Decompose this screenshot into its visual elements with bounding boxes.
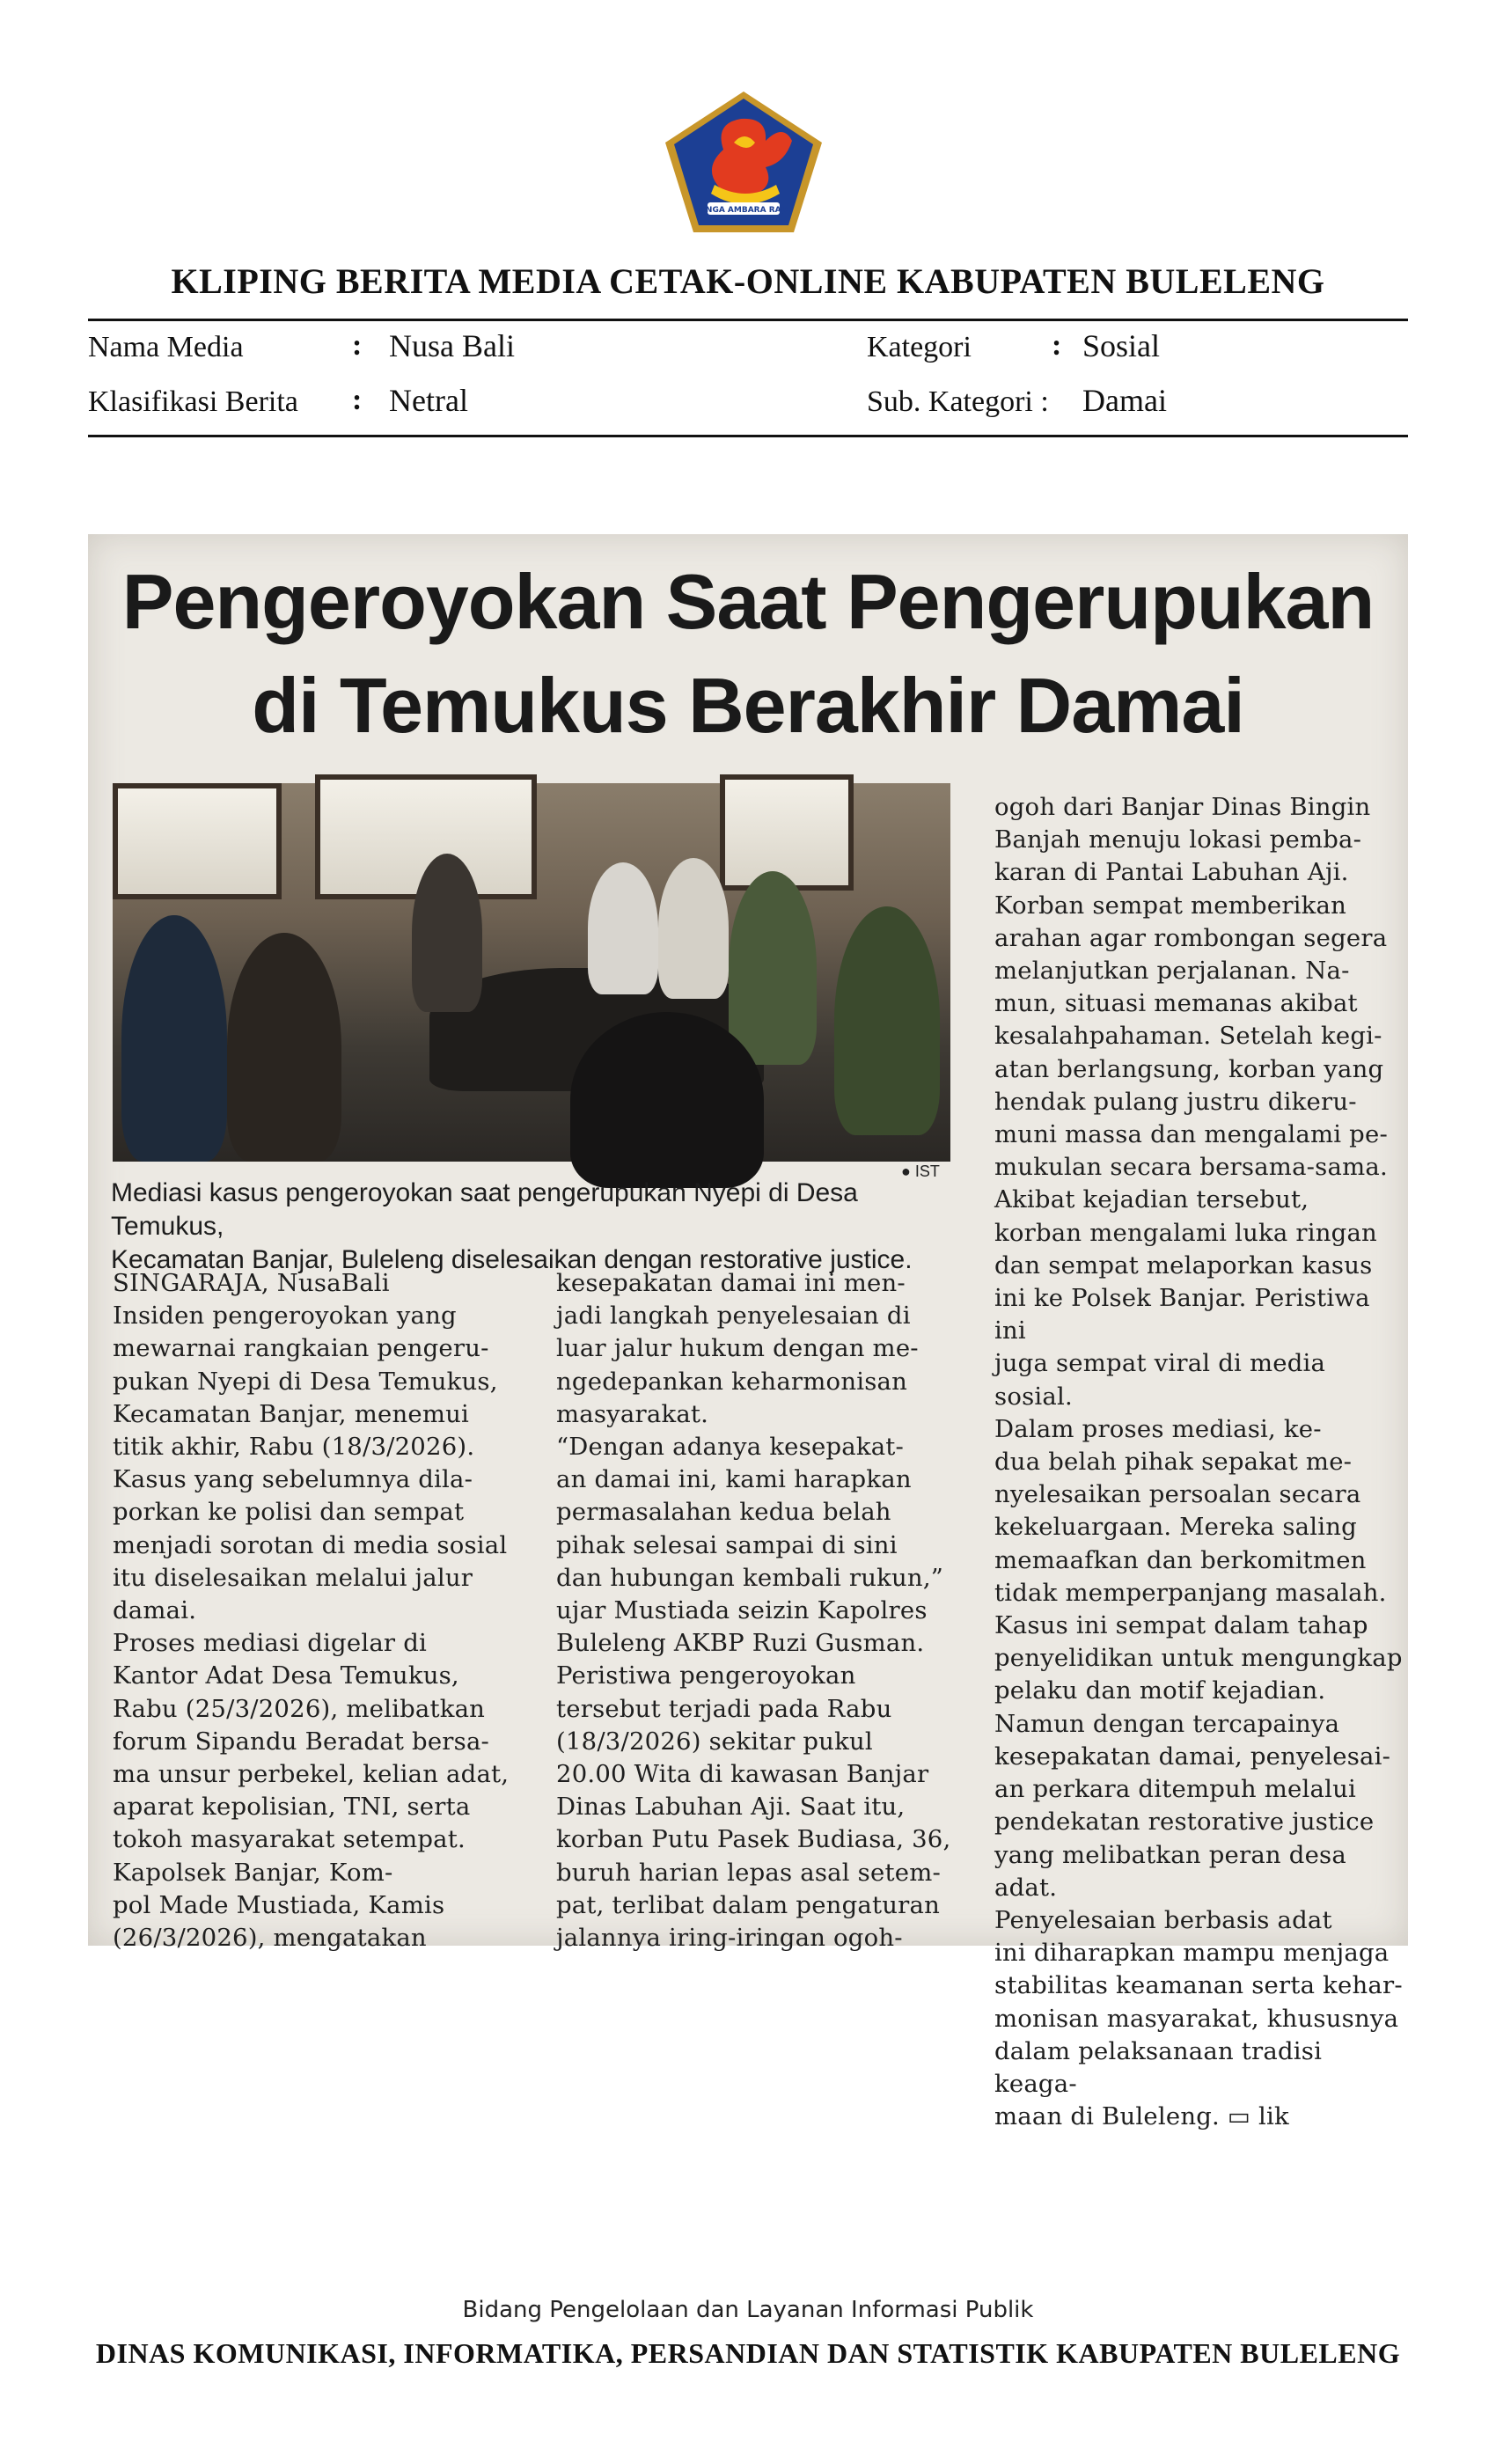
sub-kategori-label: Sub. Kategori :: [867, 385, 1049, 418]
nama-media-value: Nusa Bali: [389, 328, 515, 363]
sub-kategori-value: Damai: [1082, 383, 1167, 418]
page-title: KLIPING BERITA MEDIA CETAK-ONLINE KABUPATEN BULELENG: [171, 261, 1325, 301]
klasifikasi-value: Netral: [389, 383, 468, 418]
kategori-label: Kategori: [867, 331, 972, 363]
newspaper-clipping: [88, 534, 1408, 2131]
article-photo: [113, 783, 950, 1162]
headline-line-2: di Temukus Berakhir Damai: [252, 662, 1244, 749]
headline-line-1: Pengeroyokan Saat Pengerupukan: [121, 558, 1375, 645]
svg-text:SINGA AMBARA RAJA: SINGA AMBARA RAJA: [697, 206, 790, 215]
buleleng-regency-emblem-icon: [662, 88, 825, 236]
photo-credit: ● IST: [901, 1162, 940, 1180]
article-column-1: SINGARAJA, NusaBali Insiden pengeroyokan yang mewarnai rangkaian pengeru- pukan Nyepi di Desa Temukus, Kecamatan Banjar, menemui titik akhir, Rabu (18/3/2026). Kasus yang sebelumnya dila- porkan ke polisi dan sempat menjadi sorotan di media sosial itu diselesaikan melalui jalur damai. Proses mediasi digelar di Kantor Adat Desa Temukus, Rabu (25/3/2026), melibatkan forum Sipandu Beradat bersa- ma unsur perbekel, kelian adat, aparat kepolisian, TNI, serta tokoh masyarakat setempat. Kapolsek Banjar, Kom- pol Made Mustiada, Kamis (26/3/2026), mengatakan: [113, 1269, 510, 1953]
header-divider: [88, 319, 1408, 321]
photo-caption: Mediasi kasus pengeroyokan saat pengerupukan Nyepi di Desa Temukus, Kecamatan Banjar, Buleleng diselesaikan dengan restorative justice.: [111, 1178, 913, 1274]
article-column-3: ogoh dari Banjar Dinas Bingin Banjah menuju lokasi pemba- karan di Pantai Labuhan Aji. Korban sempat memberikan arahan agar rombongan segera melanjutkan perjalanan. Na- mun, situasi memanas akibat kesalahpahaman. Setelah kegi- atan berlangsung, korban yang hendak pulang justru dikeru- muni massa dan mengalami pe- mukulan secara bersama-sama. Akibat kejadian tersebut, korban mengalami luka ringan dan sempat melaporkan kasus ini ke Polsek Banjar. Peristiwa ini juga sempat viral di media sosial. Dalam proses mediasi, ke- dua belah pihak sepakat me- nyelesaikan persoalan secara kekeluargaan. Mereka saling memaafkan dan berkomitmen tidak memperpanjang masalah. Kasus ini sempat dalam tahap penyelidikan untuk mengungkap pelaku dan motif kejadian. Namun dengan tercapainya kesepakatan damai, penyelesai- an perkara ditempuh melalui pendekatan restorative justice yang melibatkan peran desa adat. Penyelesaian berbasis adat ini diharapkan mampu menjaga stabilitas keamanan serta kehar- monisan masyarakat, khususnya dalam pelaksanaan tradisi keaga- maan di Buleleng. ▭ lik: [994, 793, 1403, 2131]
footer-title: DINAS KOMUNIKASI, INFORMATIKA, PERSANDIAN DAN STATISTIK KABUPATEN BULELENG: [95, 2337, 1401, 2369]
klasifikasi-label: Klasifikasi Berita: [88, 385, 298, 418]
kategori-value: Sosial: [1082, 328, 1161, 363]
footer-subtitle: Bidang Pengelolaan dan Layanan Informasi Publik: [462, 2297, 1034, 2323]
colon: :: [352, 329, 363, 362]
nama-media-label: Nama Media: [88, 331, 244, 363]
colon: :: [352, 384, 363, 416]
meta-divider: [88, 435, 1408, 437]
article-column-2: kesepakatan damai ini men- jadi langkah penyelesaian di luar jalur hukum dengan me- ngedepankan keharmonisan masyarakat. “Dengan adanya kesepakat- an damai ini, kami harapkan permasalahan kedua belah pihak selesai sampai di sini dan hubungan kembali rukun,” ujar Mustiada seizin Kapolres Buleleng AKBP Ruzi Gusman. Peristiwa pengeroyokan tersebut terjadi pada Rabu (18/3/2026) sekitar pukul 20.00 Wita di kawasan Banjar Dinas Labuhan Aji. Saat itu, korban Putu Pasek Budiasa, 36, buruh harian lepas asal setem- pat, terlibat dalam pengaturan jalannya iring-iringan ogoh-: [556, 1269, 951, 1953]
colon: :: [1052, 329, 1062, 362]
